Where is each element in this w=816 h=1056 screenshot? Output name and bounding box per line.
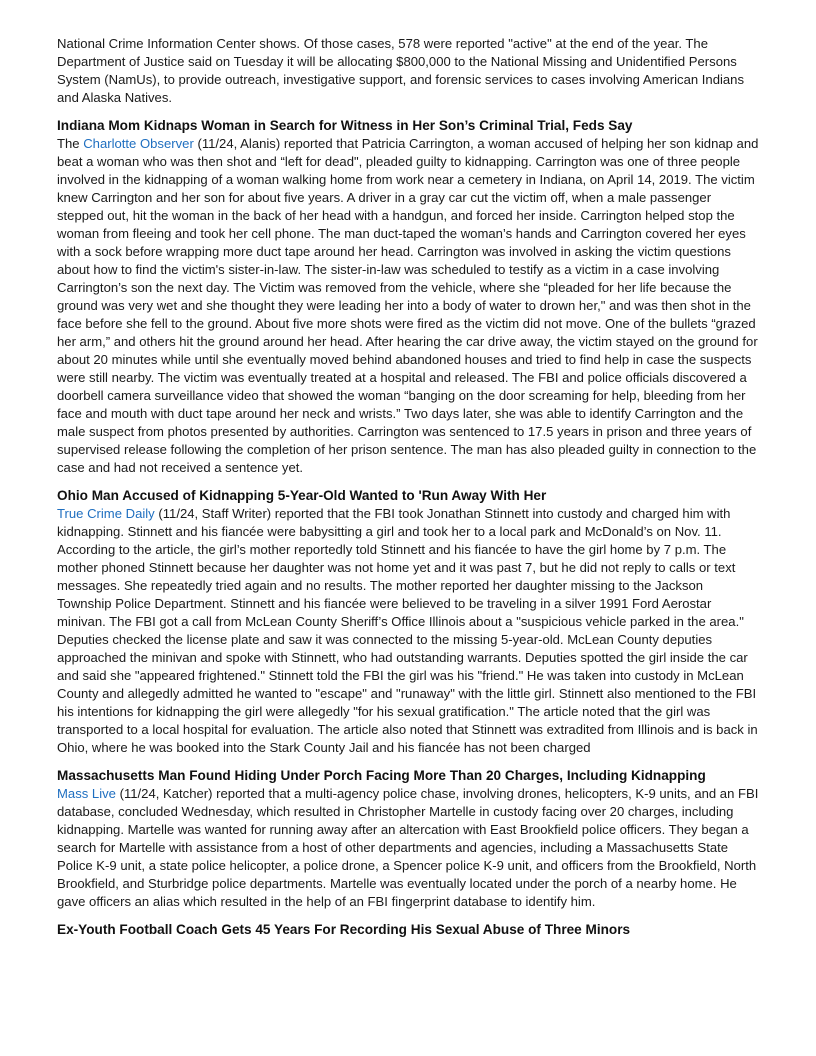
intro-paragraph: National Crime Information Center shows. Of those cases, 578 were reported "active" at the end of the year. The Department of Justice said on Tuesday it will be allocating $800,000 to the National Missing and Unidentified Persons System (NamUs), to provide outreach, investigative support, and forensic services to cases involving American Indians and Alaska Natives.: [57, 36, 745, 105]
article-indiana-kidnapping: [57, 117, 761, 477]
article-body: [57, 135, 761, 477]
source-link-mass-live[interactable]: Mass Live: [57, 786, 116, 801]
source-link-true-crime-daily[interactable]: True Crime Daily: [57, 506, 155, 521]
article-prefix: The: [57, 136, 84, 151]
article-text: (11/24, Alanis) reported that Patricia Carrington, a woman accused of helping her son kidnap and beat a woman who was then shot and “left for dead", pleaded guilty to kidnapping. Carrington was one of three people involved in the kidnapping of a woman walking home from work near a cemetery in Indiana, on April 14, 2019. The victim knew Carrington and her son for about five years. A driver in a gray car cut the victim off, when a male passenger stepped out, hit the woman in the back of her head with a handgun, and forced her inside. Carrington helped stop the woman from fleeing and took her cell phone. The man duct-taped the woman’s hands and Carrington covered her eyes with a sock before wrapping more duct tape around her head. Carrington was involved in asking the victim questions about how to find the victim's sister-in-law. The sister-in-law was scheduled to testify as a victim in a case involving Carrington’s son the next day. The Victim was removed from the vehicle, where she “pleaded for her life because the ground was very wet and she thought they were leading her into a body of water to drown her," and was then shot in the face before she fell to the ground. About five more shots were fired as the victim did not move. One of the bullets “grazed her arm,” and others hit the ground around her head. After hearing the car drive away, the victim stayed on the ground for about 20 minutes while until she eventually moved behind abandoned houses and tried to find help in case the suspects were still nearby. The victim was eventually treated at a hospital and released. The FBI and police officials discovered a doorbell camera surveillance video that showed the woman “banging on the door screaming for help, bleeding from her face and mouth with duct tape around her neck and wrists.” Two days later, she was able to identify Carrington and the male suspect from photos presented by authorities. Carrington was sentenced to 17.5 years in prison and three years of supervised release following the completion of her prison sentence. The man has also pleaded guilty in connection to the case and had not received a sentence yet.: [57, 136, 759, 475]
article-body: [57, 785, 761, 911]
article-headline: Indiana Mom Kidnaps Woman in Search for Witness in Her Son’s Criminal Trial, Feds Say: [57, 118, 633, 133]
article-body: [57, 505, 761, 757]
source-link-charlotte-observer[interactable]: Charlotte Observer: [83, 136, 194, 151]
document-page: [57, 35, 761, 949]
article-headline: Massachusetts Man Found Hiding Under Porch Facing More Than 20 Charges, Including Kidnapping: [57, 768, 706, 783]
article-ohio-kidnapping: [57, 487, 761, 757]
article-massachusetts-porch: [57, 767, 761, 911]
article-text: (11/24, Staff Writer) reported that the FBI took Jonathan Stinnett into custody and charged him with kidnapping. Stinnett and his fiancée were babysitting a girl and took her to a local park and McDonald’s on Nov. 11. According to the article, the girl’s mother reportedly told Stinnett and his fiancée to have the girl home by 7 p.m. The mother phoned Stinnett because her daughter was not home yet and it was past 7, but he did not reply to calls or text messages. She repeatedly tried again and no results. The mother reported her daughter missing to the Jackson Township Police Department. Stinnett and his fiancée were believed to be traveling in a silver 1991 Ford Aerostar minivan. The FBI got a call from McLean County Sheriff’s Office Illinois about a "suspicious vehicle parked in the area." Deputies checked the license plate and saw it was connected to the missing 5-year-old. McLean County deputies approached the minivan and spoke with Stinnett, who had outstanding warrants. Deputies spotted the girl inside the car and said she "appeared frightened." Stinnett told the FBI the girl was his "friend." He was taken into custody in McLean County and allegedly admitted he wanted to "escape" and "runaway" with the little girl. Stinnett also mentioned to the FBI his intentions for kidnapping the girl were allegedly "for his sexual gratification." The article noted that the girl was transported to a local hospital for evaluation. The article also noted that Stinnett was extradited from Illinois and is back in Ohio, where he was booked into the Stark County Jail and his fiancée has not been charged: [57, 506, 758, 755]
article-headline: Ex-Youth Football Coach Gets 45 Years For Recording His Sexual Abuse of Three Minors: [57, 922, 631, 937]
article-text: (11/24, Katcher) reported that a multi-agency police chase, involving drones, helicopters, K-9 units, and an FBI database, concluded Wednesday, which resulted in Christopher Martelle in custody facing over 20 charges, including kidnapping. Martelle was wanted for running away after an altercation with East Brookfield police officers. They began a search for Martelle with assistance from a host of other departments and agencies, including a Massachusetts State Police K-9 unit, a state police helicopter, a police drone, a Spencer police K-9 unit, and officers from the Brookfield, North Brookfield, and Sturbridge police departments. Martelle was eventually located under the porch of a nearby home. He gave officers an alias which resulted in the help of an FBI fingerprint database to identify him.: [57, 786, 759, 909]
article-headline: Ohio Man Accused of Kidnapping 5-Year-Old Wanted to 'Run Away With Her: [57, 488, 547, 503]
article-youth-football-coach: [57, 921, 761, 939]
